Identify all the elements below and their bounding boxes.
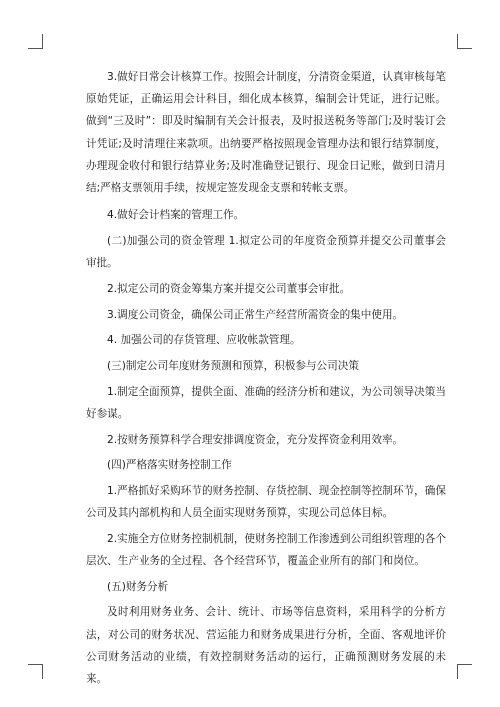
section-heading-fund-management: (二)加强公司的资金管理 1.拟定公司的年度资金预算并提交公司董事会审批。	[86, 234, 446, 270]
paragraph-procurement-control: 1.严格抓好采购环节的财务控制、存货控制、现金控制等控制环节，确保公司及其内部机构和人员全面实现财务预算，实现公司总体目标。	[86, 484, 446, 520]
paragraph-financial-analysis: 及时利用财务业务、会计、统计、市场等信息资料，采用科学的分析方法，对公司的财务状况、营运能力和财务成果进行分析，全面、客观地评价公司财务活动的业绩，有效控制财务活动的运行，正确预测财务发展的未来。	[86, 606, 446, 686]
crop-mark-top-left	[28, 34, 43, 49]
section-heading-budget-forecast: (三)制定公司年度财务预测和预算，积极参与公司决策	[107, 359, 359, 372]
crop-mark-bottom-left	[28, 664, 43, 679]
paragraph-archive-management: 4.做好会计档案的管理工作。	[107, 209, 245, 222]
paragraph-fund-scheduling: 2.按财务预算科学合理安排调度资金，充分发挥资金利用效率。	[107, 433, 404, 446]
crop-mark-bottom-right	[457, 664, 472, 679]
paragraph-fund-dispatch: 3.调度公司资金，确保公司正常生产经营所需资金的集中使用。	[107, 308, 404, 321]
section-heading-financial-control: (四)严格落实财务控制工作	[107, 459, 232, 472]
crop-mark-top-right	[457, 34, 472, 49]
paragraph-inventory-receivables: 4. 加强公司的存货管理、应收帐款管理。	[107, 334, 301, 347]
paragraph-daily-accounting: 3.做好日常会计核算工作。按照会计制度，分清资金渠道，认真审核每笔原始凭证，正确运用会计科目，细化成本核算，编制会计凭证，进行记账。做到“三及时”：即及时编制有关会计报表，及时报送税务等部门;及时装订会计凭证;及时清理往来款项。出纳要严格按照现金管理办法和银行结算制度，办理现金收付和银行结算业务;及时准确登记银行、现金日记账，做到日清月结;严格支票领用手续，按规定签发现金支票和转帐支票。	[86, 71, 446, 195]
section-heading-financial-analysis: (五)财务分析	[107, 580, 169, 593]
paragraph-control-mechanism: 2.实施全方位财务控制机制，使财务控制工作渗透到公司组织管理的各个层次、生产业务的全过程、各个经营环节，覆盖企业所有的部门和岗位。	[86, 532, 446, 568]
paragraph-comprehensive-budget: 1.制定全面预算，提供全面、准确的经济分析和建议，为公司领导决策当好参谋。	[86, 385, 446, 420]
paragraph-fundraising-plan: 2.拟定公司的资金筹集方案并提交公司董事会审批。	[107, 282, 351, 295]
document-body	[86, 66, 446, 694]
